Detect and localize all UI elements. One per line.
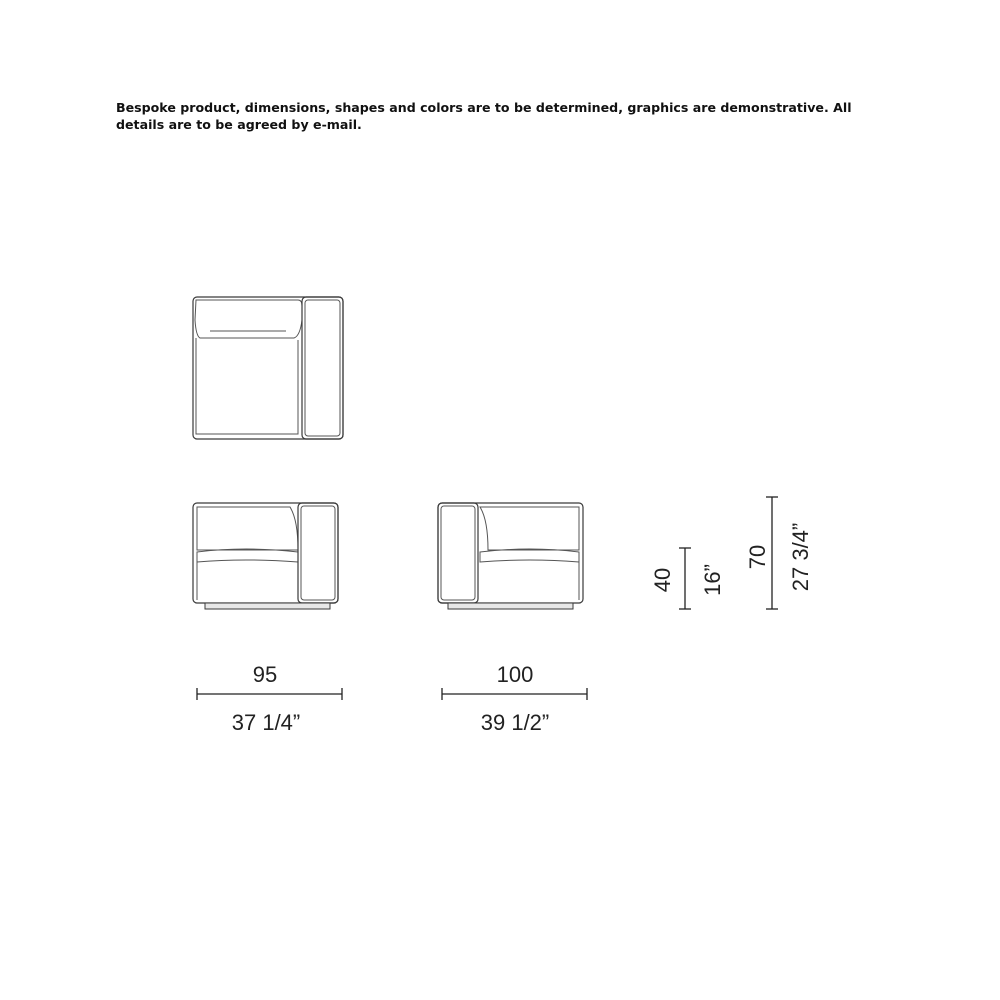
front-width-inch: 37 1/4”: [231, 710, 301, 735]
side-view-base: [448, 603, 573, 609]
dimension-total-height: [745, 497, 813, 609]
total-height-cm: 70: [745, 544, 770, 570]
front-view-base: [205, 603, 330, 609]
front-view-armrest: [298, 503, 338, 603]
dimension-front-width: [197, 662, 342, 735]
total-height-inch: 27 3/4”: [788, 522, 813, 592]
seat-height-inch: 16”: [700, 564, 725, 596]
side-view-backrest: [480, 507, 579, 550]
top-view-backrest: [195, 300, 302, 338]
top-view-armrest-inner: [305, 300, 340, 436]
front-view-frame: [193, 503, 338, 603]
disclaimer-text: Bespoke product, dimensions, shapes and colors are to be determined, graphics are demonstrative. All details are to be agreed by e-mail.: [116, 100, 852, 132]
side-width-inch: 39 1/2”: [480, 710, 550, 735]
front-width-cm: 95: [252, 662, 278, 687]
side-view: [438, 503, 583, 609]
side-view-frame: [438, 503, 583, 603]
top-view-seat: [196, 338, 298, 434]
dimension-side-width: [442, 662, 587, 735]
side-view-cushion: [480, 549, 579, 562]
side-view-armrest-inner: [441, 506, 475, 600]
top-view-armrest: [302, 297, 343, 439]
side-view-armrest: [438, 503, 478, 603]
top-view: [193, 297, 343, 439]
front-view-backrest: [197, 507, 298, 550]
front-view-cushion: [197, 549, 298, 562]
seat-height-cm: 40: [650, 567, 675, 593]
dimension-seat-height: [650, 548, 725, 609]
front-view-armrest-inner: [301, 506, 335, 600]
front-view: [193, 503, 338, 609]
top-view-frame: [193, 297, 343, 439]
side-width-cm: 100: [496, 662, 534, 687]
